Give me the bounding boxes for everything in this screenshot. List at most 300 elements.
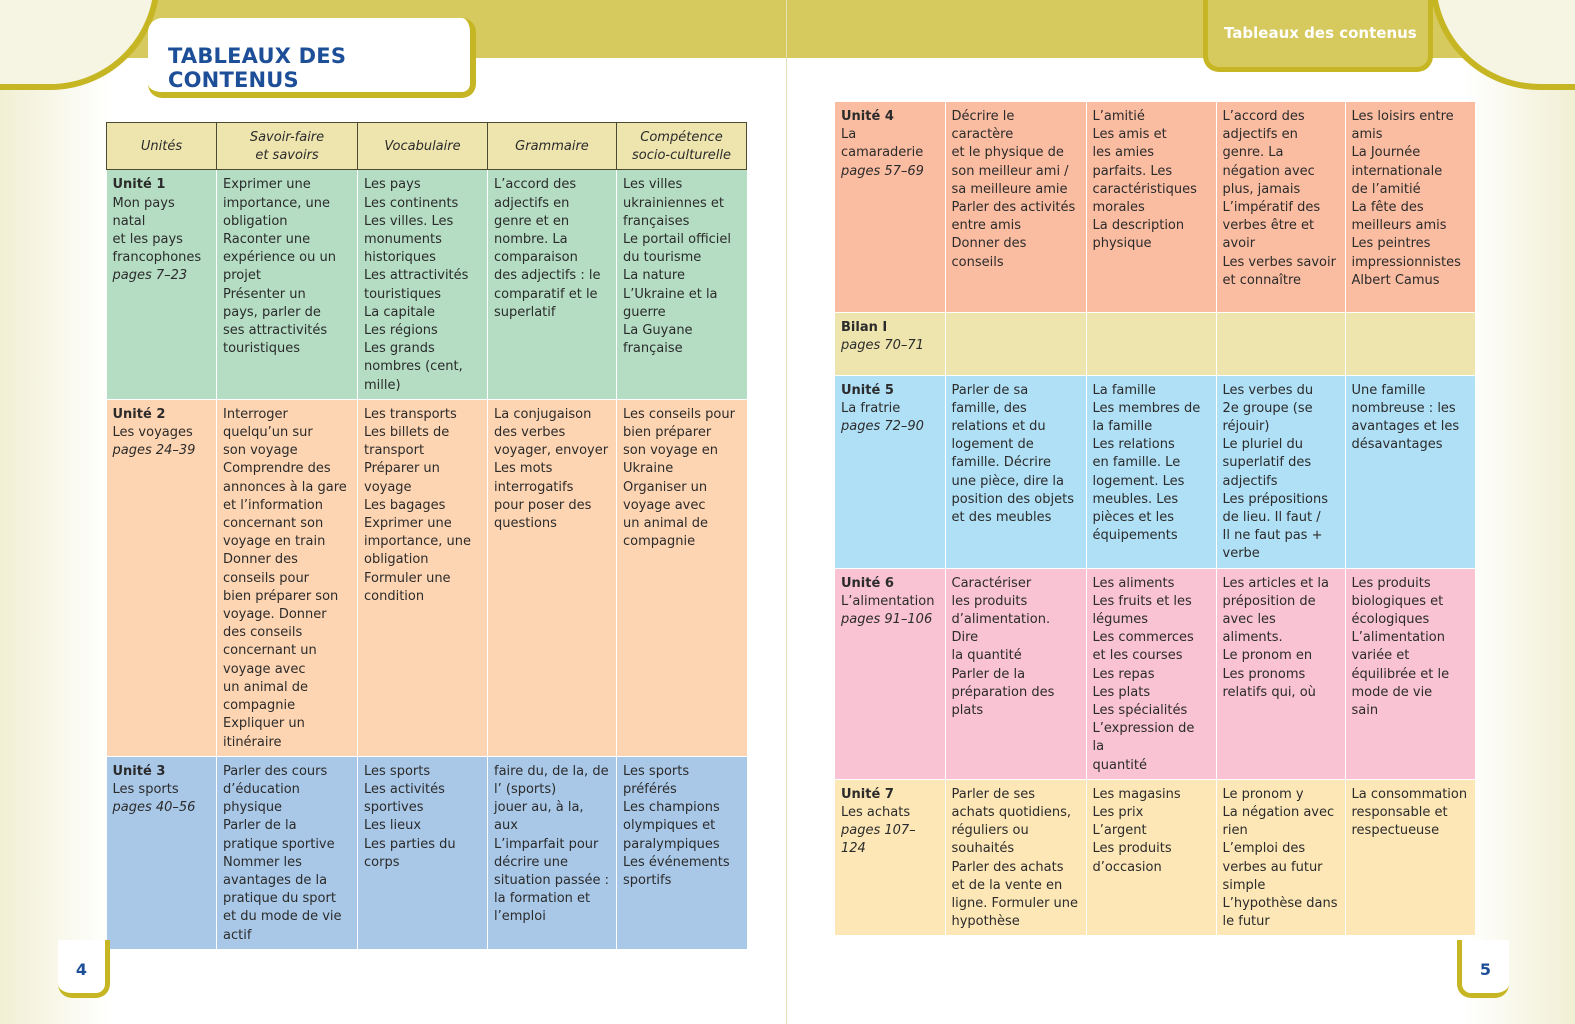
cell-line: internationale [1351, 163, 1443, 179]
contents-table-left [106, 122, 747, 949]
cell-line: biologiques et [1351, 593, 1444, 609]
savoir-cell [217, 399, 358, 756]
socio-cell [1345, 102, 1475, 312]
cell-line: corps [364, 854, 400, 870]
cell-line: pièces et les [1092, 509, 1175, 525]
cell-line: relatifs qui, où [1222, 684, 1316, 700]
cell-line: La Guyane [623, 323, 693, 339]
cell-line: interrogatifs [494, 479, 574, 495]
cell-line: sportifs [623, 872, 672, 888]
cell-line: Les transports [364, 406, 457, 422]
cell-line: ses attractivités [223, 323, 328, 339]
vocab-cell [1086, 779, 1216, 935]
cell-line: Les continents [364, 195, 459, 211]
cell-line: La capitale [364, 304, 435, 320]
cell-line: Exprimer une [223, 177, 311, 193]
cell-line: les produits [951, 593, 1028, 609]
cell-line: famille, des [951, 400, 1027, 416]
cell-line: avantages de la [223, 872, 328, 888]
cell-line: Les champions [623, 800, 720, 816]
cell-line: et le physique de [951, 145, 1064, 161]
cell-line: souhaités [951, 841, 1015, 857]
cell-line: quelqu’un sur [223, 425, 313, 441]
cell-line: Le portail officiel [623, 232, 732, 248]
cell-line: Parler de la [951, 666, 1026, 682]
cell-line: Organiser un [623, 479, 708, 495]
cell-line: Le pronom y [1222, 786, 1304, 802]
cell-line: Préparer un [364, 461, 440, 477]
table-header-row [107, 123, 747, 170]
cell-line: historiques [364, 250, 436, 266]
cell-line: impressionnistes [1351, 254, 1461, 270]
cell-line: de lieu. Il faut / [1222, 509, 1321, 525]
cell-line: L’argent [1092, 823, 1147, 839]
right-page [787, 0, 1575, 1024]
cell-line: du tourisme [623, 250, 702, 266]
cell-line: et connaître [1222, 272, 1302, 288]
cell-line: obligation [223, 213, 288, 229]
cell-line: questions [494, 516, 557, 532]
cell-line: les amies [1092, 145, 1155, 161]
vocab-cell [358, 399, 488, 756]
unit-name-line: camaraderie [841, 145, 924, 161]
cell-line: La consommation [1351, 786, 1468, 802]
cell-line: L’hypothèse dans [1222, 895, 1338, 911]
cell-line: Raconter une [223, 232, 311, 248]
cell-line: parfaits. Les [1092, 163, 1173, 179]
cell-line: verbes au futur [1222, 859, 1323, 875]
cell-line: Albert Camus [1351, 272, 1440, 288]
cell-line: situation passée : [494, 872, 609, 888]
cell-line: et l’information [223, 497, 324, 513]
cell-line: réjouir) [1222, 418, 1270, 434]
cell-line: décrire une [494, 854, 569, 870]
cell-line: Expliquer un [223, 716, 305, 732]
cell-line: mode de vie [1351, 684, 1433, 700]
cell-line: pour poser des [494, 497, 592, 513]
cell-line: bien préparer son [223, 588, 339, 604]
gram-cell [488, 756, 617, 949]
cell-line: variée et [1351, 648, 1410, 664]
cell-line: simple [1222, 877, 1266, 893]
unit-title: Unité 3 [112, 763, 166, 779]
cell-line: une pièce, dire la [951, 473, 1065, 489]
cell-line: 2e groupe (se [1222, 400, 1313, 416]
gram-cell [1216, 779, 1345, 935]
cell-line: Exprimer une [364, 516, 452, 532]
cell-line: Les régions [364, 323, 438, 339]
cell-line: préférés [623, 781, 677, 797]
cell-line: Interroger [223, 406, 288, 422]
cell-line: préposition de [1222, 593, 1316, 609]
cell-line: l’emploi [494, 909, 546, 925]
header-savoir-faire: Savoir-faire et savoirs [217, 123, 358, 170]
cell-line: touristiques [223, 341, 300, 357]
unit-name-line: natal [112, 213, 146, 229]
header-grammaire: Grammaire [488, 123, 617, 170]
unit-pages: pages 72–90 [841, 418, 924, 434]
cell-line: compagnie [623, 534, 696, 550]
cell-line: bien préparer [623, 425, 712, 441]
gram-cell [1216, 102, 1345, 312]
left-page [0, 0, 787, 1024]
unit-cell [107, 399, 217, 756]
unit-name-line: francophones [112, 250, 202, 266]
cell-line: d’éducation [223, 781, 300, 797]
cell-line: Les loisirs entre [1351, 109, 1454, 124]
unit-name-line: Les sports [112, 781, 179, 797]
header-vocabulaire: Vocabulaire [358, 123, 488, 170]
table-row [835, 102, 1475, 312]
socio-cell [1345, 375, 1475, 568]
header-units: Unités [107, 123, 217, 170]
cell-line: Les sports [364, 763, 431, 779]
cell-line: Le pluriel du [1222, 437, 1303, 453]
savoir-cell [217, 756, 358, 949]
unit-pages: pages 70–71 [841, 337, 924, 353]
cell-line: morales [1092, 200, 1145, 216]
cell-line: voyage [364, 479, 412, 495]
cell-line: nombre. La [494, 232, 568, 248]
cell-line: L’accord des [1222, 109, 1305, 124]
cell-line: Il ne faut pas + [1222, 528, 1323, 544]
table-row [107, 170, 747, 399]
cell-line: son voyage [223, 443, 298, 459]
cell-line: Les billets de [364, 425, 450, 441]
cell-line: Les conseils pour [623, 406, 735, 422]
cell-line: Les lieux [364, 818, 422, 834]
cell-line: L’Ukraine et la [623, 286, 718, 302]
cell-line: Les grands [364, 341, 435, 357]
cell-line: itinéraire [223, 734, 282, 750]
cell-line: genre. La [1222, 145, 1284, 161]
cell-line: faire du, de la, de [494, 763, 609, 779]
cell-line: logement de [951, 437, 1034, 453]
cell-line: Parler de la [223, 818, 297, 834]
cell-line: et de la vente en [951, 877, 1063, 893]
cell-line: Les activités [364, 781, 445, 797]
cell-line: L’alimentation [1351, 630, 1445, 646]
running-title-box [1203, 0, 1433, 72]
unit-title: Unité 2 [112, 406, 166, 422]
cell-line: La négation avec [1222, 804, 1335, 820]
page-spine [786, 0, 787, 1024]
vocab-cell [1086, 312, 1216, 375]
header-competence: Compétence socio-culturelle [617, 123, 747, 170]
cell-line: famille. Décrire [951, 455, 1051, 471]
unit-pages: pages 24–39 [112, 443, 196, 459]
cell-line: la quantité [951, 648, 1022, 664]
cell-line: la famille [1092, 418, 1153, 434]
cell-line: La description [1092, 218, 1185, 234]
contents-table-right [835, 102, 1475, 935]
cell-line: monuments [364, 232, 442, 248]
cell-line: la formation et [494, 891, 591, 907]
cell-line: L’expression de la [1092, 721, 1195, 755]
unit-title: Unité 4 [841, 109, 894, 124]
unit-cell [107, 756, 217, 949]
cell-line: Les événements [623, 854, 730, 870]
cell-line: relations et du [951, 418, 1046, 434]
cell-line: Les villes [623, 177, 683, 193]
cell-line: mille) [364, 377, 401, 393]
cell-line: aux [494, 818, 518, 834]
cell-line: Parler de ses [951, 786, 1036, 802]
cell-line: projet [223, 268, 261, 284]
cell-line: jouer au, à la, [494, 800, 584, 816]
cell-line: respectueuse [1351, 823, 1440, 839]
cell-line: plus, jamais [1222, 181, 1301, 197]
cell-line: meubles. Les [1092, 491, 1179, 507]
cell-line: adjectifs [1222, 473, 1278, 489]
cell-line: rien [1222, 823, 1248, 839]
table-row [835, 312, 1475, 375]
gram-cell [1216, 568, 1345, 779]
cell-line: avec les aliments. [1222, 611, 1283, 646]
cell-line: amis [1351, 127, 1383, 143]
cell-line: Donner des [951, 236, 1027, 252]
cell-line: Les produits [1351, 575, 1431, 591]
savoir-cell [945, 102, 1086, 312]
cell-line: son voyage en [623, 443, 719, 459]
cell-line: française [623, 341, 683, 357]
cell-line: d’alimentation. Dire [951, 611, 1051, 646]
table-row [835, 779, 1475, 935]
unit-pages: pages 107–124 [841, 823, 916, 857]
cell-line: Les commerces [1092, 630, 1194, 646]
unit-cell [107, 170, 217, 399]
unit-cell [835, 102, 945, 312]
cell-line: Les amis et [1092, 127, 1167, 143]
cell-line: d’occasion [1092, 859, 1162, 875]
cell-line: sain [1351, 702, 1379, 718]
cell-line: actif [223, 927, 252, 943]
page-number-box-left [58, 940, 110, 998]
cell-line: avoir [1222, 236, 1256, 252]
socio-cell [617, 399, 747, 756]
right-margin-decoration [1465, 70, 1575, 1024]
cell-line: adjectifs en [1222, 127, 1298, 143]
cell-line: concernant son [223, 516, 324, 532]
cell-line: transport [364, 443, 425, 459]
cell-line: Caractériser [951, 575, 1032, 591]
savoir-cell [945, 375, 1086, 568]
unit-name-line: La fratrie [841, 400, 901, 416]
cell-line: Décrire le caractère [951, 109, 1015, 143]
cell-line: françaises [623, 213, 690, 229]
cell-line: de l’amitié [1351, 181, 1421, 197]
cell-line: et les courses [1092, 648, 1183, 664]
cell-line: Les verbes du [1222, 382, 1314, 398]
cell-line: l’ (sports) [494, 781, 557, 797]
cell-line: Formuler une [364, 570, 451, 586]
cell-line: un animal de [623, 516, 709, 532]
cell-line: condition [364, 588, 425, 604]
cell-line: ukrainiennes et [623, 195, 725, 211]
page-number-box-right [1457, 940, 1509, 998]
title-box [148, 18, 476, 98]
cell-line: Les peintres [1351, 236, 1431, 252]
cell-line: La Journée [1351, 145, 1421, 161]
cell-line: superlatif des [1222, 455, 1312, 471]
cell-line: L’accord des [494, 177, 577, 193]
vocab-cell [1086, 102, 1216, 312]
cell-line: logement. Les [1092, 473, 1185, 489]
gram-cell [1216, 375, 1345, 568]
cell-line: pratique du sport [223, 891, 336, 907]
gram-cell [488, 170, 617, 399]
cell-line: compagnie [223, 698, 296, 714]
cell-line: ligne. Formuler une [951, 895, 1079, 911]
vocab-cell [358, 170, 488, 399]
unit-cell [835, 779, 945, 935]
unit-title: Unité 7 [841, 786, 894, 802]
cell-line: quantité [1092, 757, 1148, 773]
cell-line: importance, une [364, 534, 472, 550]
cell-line: en famille. Le [1092, 455, 1181, 471]
cell-line: adjectifs en [494, 195, 570, 211]
cell-line: le futur [1222, 914, 1270, 930]
cell-line: Les plats [1092, 684, 1151, 700]
cell-line: olympiques et [623, 818, 716, 834]
cell-line: voyage en train [223, 534, 326, 550]
cell-line: Les prépositions [1222, 491, 1328, 507]
cell-line: voyage avec [223, 661, 306, 677]
unit-cell [835, 312, 945, 375]
cell-line: Les repas [1092, 666, 1155, 682]
unit-title: Unité 6 [841, 575, 894, 591]
unit-title: Unité 5 [841, 382, 894, 398]
cell-line: L’emploi des [1222, 841, 1306, 857]
cell-line: annonces à la gare [223, 479, 347, 495]
cell-line: Les attractivités [364, 268, 469, 284]
cell-line: des adjectifs : le [494, 268, 601, 284]
cell-line: Les produits [1092, 841, 1172, 857]
cell-line: paralympiques [623, 836, 720, 852]
unit-cell [835, 375, 945, 568]
cell-line: verbe [1222, 546, 1260, 562]
unit-pages: pages 57–69 [841, 163, 924, 179]
cell-line: désavantages [1351, 437, 1443, 453]
cell-line: Ukraine [623, 461, 674, 477]
gram-cell [488, 399, 617, 756]
socio-cell [617, 756, 747, 949]
cell-line: Les relations [1092, 437, 1175, 453]
cell-line: meilleurs amis [1351, 218, 1447, 234]
cell-line: responsable et [1351, 804, 1448, 820]
unit-name-line: L’alimentation [841, 593, 935, 609]
cell-line: La conjugaison [494, 406, 592, 422]
cell-line: avantages et les [1351, 418, 1460, 434]
cell-line: équilibrée et le [1351, 666, 1450, 682]
cell-line: Les articles et la [1222, 575, 1329, 591]
cell-line: conseils [951, 254, 1004, 270]
cell-line: et des meubles [951, 509, 1052, 525]
cell-line: voyage avec [623, 497, 706, 513]
cell-line: obligation [364, 552, 429, 568]
cell-line: Les parties du [364, 836, 456, 852]
cell-line: équipements [1092, 528, 1178, 544]
savoir-cell [217, 170, 358, 399]
socio-cell [1345, 568, 1475, 779]
cell-line: Donner des [223, 552, 298, 568]
cell-line: L’amitié [1092, 109, 1145, 124]
cell-line: caractéristiques [1092, 181, 1197, 197]
cell-line: des conseils [223, 625, 303, 641]
corner-decoration [1430, 0, 1575, 90]
cell-line: touristiques [364, 286, 441, 302]
cell-line: concernant un [223, 643, 317, 659]
savoir-cell [945, 312, 1086, 375]
cell-line: guerre [623, 304, 666, 320]
page-number-right: 5 [1479, 960, 1492, 979]
cell-line: Les prix [1092, 804, 1144, 820]
corner-decoration [0, 0, 160, 90]
unit-name-line: La [841, 127, 857, 143]
cell-line: expérience ou un [223, 250, 336, 266]
cell-line: Les bagages [364, 497, 446, 513]
cell-line: sa meilleure amie [951, 181, 1068, 197]
cell-line: Une famille [1351, 382, 1426, 398]
socio-cell [1345, 312, 1475, 375]
cell-line: nombreuse : les [1351, 400, 1456, 416]
cell-line: Les magasins [1092, 786, 1181, 802]
page-title: TABLEAUX DES CONTENUS [168, 44, 347, 92]
cell-line: des verbes [494, 425, 566, 441]
cell-line: hypothèse [951, 914, 1020, 930]
cell-line: Parler de sa [951, 382, 1029, 398]
socio-cell [617, 170, 747, 399]
cell-line: négation avec [1222, 163, 1315, 179]
table-row [107, 399, 747, 756]
running-title: Tableaux des contenus [1224, 24, 1417, 42]
unit-title: Unité 1 [112, 177, 166, 193]
table-row [107, 756, 747, 949]
cell-line: Les pronoms [1222, 666, 1306, 682]
cell-line: Nommer les [223, 854, 302, 870]
cell-line: écologiques [1351, 611, 1430, 627]
cell-line: entre amis [951, 218, 1022, 234]
cell-line: préparation des [951, 684, 1055, 700]
vocab-cell [1086, 568, 1216, 779]
cell-line: son meilleur ami / [951, 163, 1069, 179]
cell-line: conseils pour [223, 570, 310, 586]
cell-line: position des objets [951, 491, 1074, 507]
cell-line: comparatif et le [494, 286, 598, 302]
cell-line: importance, une [223, 195, 331, 211]
cell-line: Les fruits et les [1092, 593, 1192, 609]
vocab-cell [358, 756, 488, 949]
cell-line: Les sports [623, 763, 690, 779]
cell-line: Les verbes savoir [1222, 254, 1336, 270]
cell-line: La famille [1092, 382, 1156, 398]
table-row [835, 568, 1475, 779]
cell-line: nombres (cent, [364, 359, 463, 375]
cell-line: Présenter un [223, 286, 306, 302]
unit-name-line: Les achats [841, 804, 911, 820]
cell-line: Parler des activités [951, 200, 1076, 216]
unit-name-line: Mon pays [112, 195, 175, 211]
cell-line: Les mots [494, 461, 553, 477]
cell-line: L’imparfait pour [494, 836, 599, 852]
cell-line: La nature [623, 268, 685, 284]
cell-line: un animal de [223, 679, 309, 695]
cell-line: superlatif [494, 304, 556, 320]
cell-line: L’impératif des [1222, 200, 1321, 216]
cell-line: comparaison [494, 250, 578, 266]
cell-line: Les spécialités [1092, 702, 1188, 718]
cell-line: Les membres de [1092, 400, 1201, 416]
